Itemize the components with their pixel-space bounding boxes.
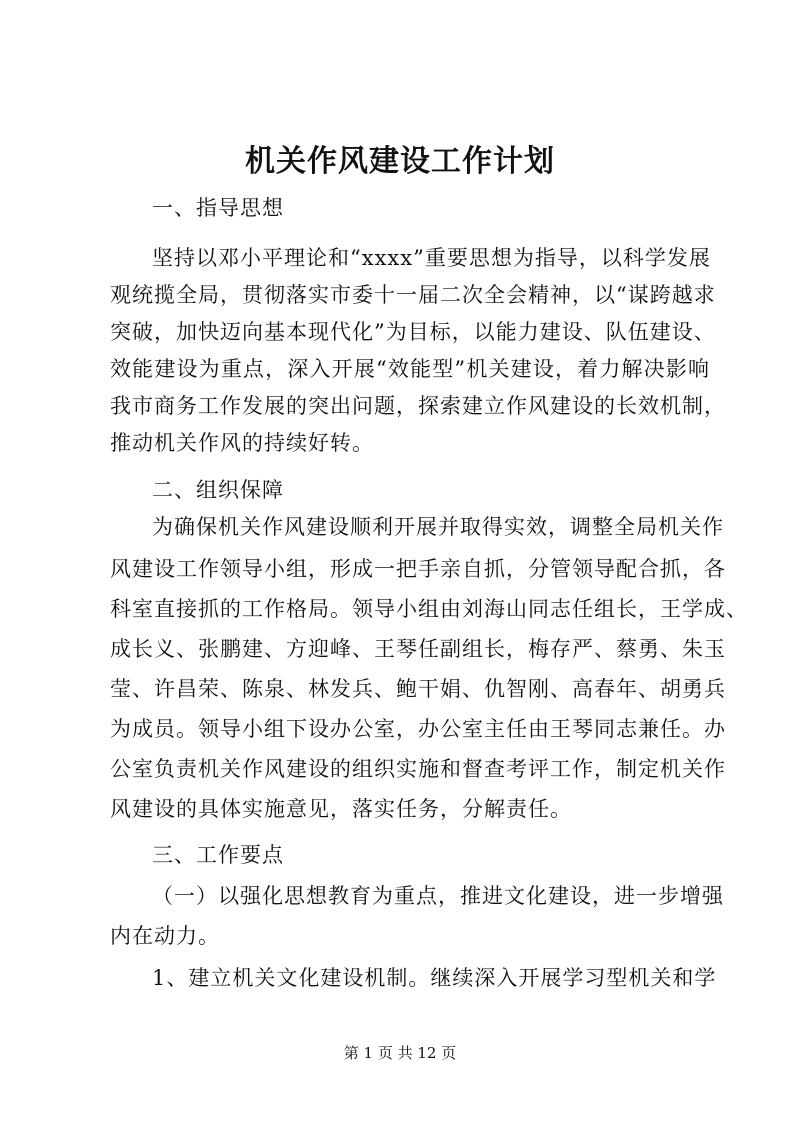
paragraph-line: （一）以强化思想教育为重点，推进文化建设，进一步增强 [152, 884, 724, 908]
paragraph-line: 为成员。领导小组下设办公室，办公室主任由王琴同志兼任。办 [110, 717, 726, 741]
paragraph-line: 风建设工作领导小组，形成一把手亲自抓，分管领导配合抓，各 [110, 557, 726, 581]
paragraph-line: 内在动力。 [110, 924, 220, 948]
section-heading-work-points: 三、工作要点 [152, 843, 284, 867]
paragraph-line: 莹、许昌荣、陈泉、林发兵、鲍干娟、仇智刚、高春年、胡勇兵 [110, 677, 726, 701]
page-title: 机关作风建设工作计划 [245, 144, 555, 179]
paragraph-line: 为确保机关作风建设顺利开展并取得实效，调整全局机关作 [152, 515, 724, 539]
section-heading-organization: 二、组织保障 [152, 478, 284, 502]
paragraph-line: 风建设的具体实施意见，落实任务，分解责任。 [110, 797, 572, 821]
paragraph-line: 成长义、张鹏建、方迎峰、王琴任副组长，梅存严、蔡勇、朱玉 [110, 637, 726, 661]
paragraph-line: 我市商务工作发展的突出问题，探索建立作风建设的长效机制， [110, 394, 726, 418]
paragraph-line: 科室直接抓的工作格局。领导小组由刘海山同志任组长，王学成、 [110, 597, 748, 621]
paragraph-line: 公室负责机关作风建设的组织实施和督查考评工作，制定机关作 [110, 757, 726, 781]
section-heading-guiding-thought: 一、指导思想 [152, 196, 284, 220]
page-number-footer: 第 1 页 共 12 页 [343, 1044, 457, 1062]
paragraph-line: 突破，加快迈向基本现代化”为目标，以能力建设、队伍建设、 [110, 320, 716, 344]
paragraph-line: 1、建立机关文化建设机制。继续深入开展学习型机关和学 [152, 966, 717, 990]
paragraph-line: 推动机关作风的持续好转。 [110, 431, 374, 455]
paragraph-line: 观统揽全局，贯彻落实市委十一届二次全会精神，以“谋跨越求 [110, 283, 716, 307]
paragraph-line: 坚持以邓小平理论和“xxxx”重要思想为指导，以科学发展 [152, 246, 711, 270]
paragraph-line: 效能建设为重点，深入开展“效能型”机关建设，着力解决影响 [110, 357, 710, 381]
